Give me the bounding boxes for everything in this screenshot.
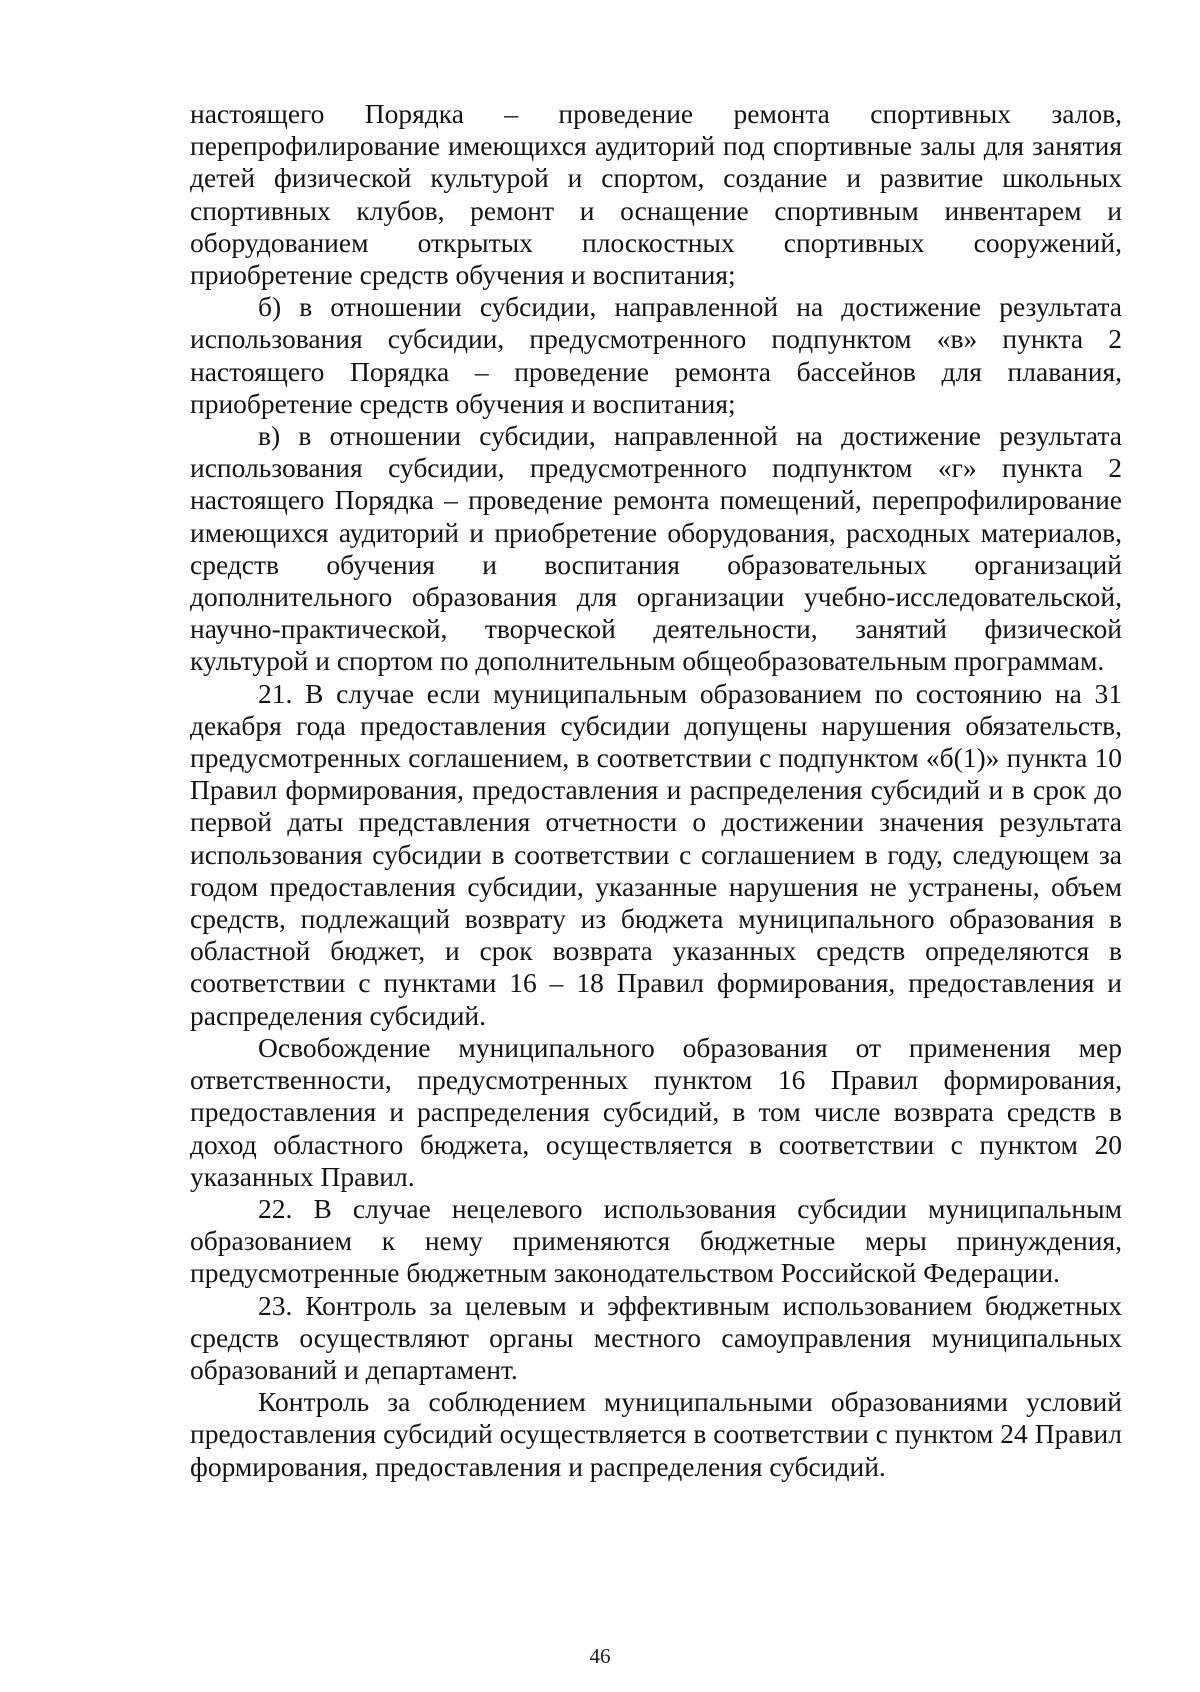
page-number: 46 xyxy=(589,1644,611,1668)
paragraph-clause-21: 21. В случае если муниципальным образованием по состоянию на 31 декабря года предоставления субсидии допущены нарушения обязательств, предусмотренных соглашением, в соответствии с подпунктом «б(1)» пункта 10 Правил формирования, предоставления и распределения субсидий и в срок до первой даты представления отчетности о достижении значения результата использования субсидии в соответствии с соглашением в году, следующем за годом предоставления субсидии, указанные нарушения не устранены, объем средств, подлежащий возврату из бюджета муниципального образования в областной бюджет, и срок возврата указанных средств определяются в соответствии с пунктами 16 – 18 Правил формирования, предоставления и распределения субсидий. xyxy=(190,677,1122,1031)
paragraph-subitem-v: в) в отношении субсидии, направленной на достижение результата использования субсидии, предусмотренного подпунктом «г» пункта 2 настоящего Порядка – проведение ремонта помещений, перепрофилирование имеющихся аудиторий и приобретение оборудования, расходных материалов, средств обучения и воспитания образовательных организаций дополнительного образования для организации учебно-исследовательской, научно-практической, творческой деятельности, занятий физической культурой и спортом по дополнительным общеобразовательным программам. xyxy=(190,420,1122,677)
paragraph-continuation: настоящего Порядка – проведение ремонта спортивных залов, перепрофилирование имеющихся аудиторий под спортивные залы для занятия детей физической культурой и спортом, создание и развитие школьных спортивных клубов, ремонт и оснащение спортивным инвентарем и оборудованием открытых плоскостных спортивных сооружений, приобретение средств обучения и воспитания; xyxy=(190,98,1122,291)
paragraph-exemption: Освобождение муниципального образования от применения мер ответственности, предусмотренных пунктом 16 Правил формирования, предоставления и распределения субсидий, в том числе возврата средств в доход областного бюджета, осуществляется в соответствии с пунктом 20 указанных Правил. xyxy=(190,1031,1122,1192)
paragraph-subitem-b: б) в отношении субсидии, направленной на достижение результата использования субсидии, предусмотренного подпунктом «в» пункта 2 настоящего Порядка – проведение ремонта бассейнов для плавания, приобретение средств обучения и воспитания; xyxy=(190,291,1122,419)
paragraph-clause-23: 23. Контроль за целевым и эффективным использованием бюджетных средств осуществляют органы местного самоуправления муниципальных образований и департамент. xyxy=(190,1289,1122,1385)
paragraph-clause-22: 22. В случае нецелевого использования субсидии муниципальным образованием к нему применяются бюджетные меры принуждения, предусмотренные бюджетным законодательством Российской Федерации. xyxy=(190,1192,1122,1289)
paragraph-control: Контроль за соблюдением муниципальными образованиями условий предоставления субсидий осуществляется в соответствии с пунктом 24 Правил формирования, предоставления и распределения субсидий. xyxy=(190,1386,1122,1482)
document-body xyxy=(190,98,1122,1483)
